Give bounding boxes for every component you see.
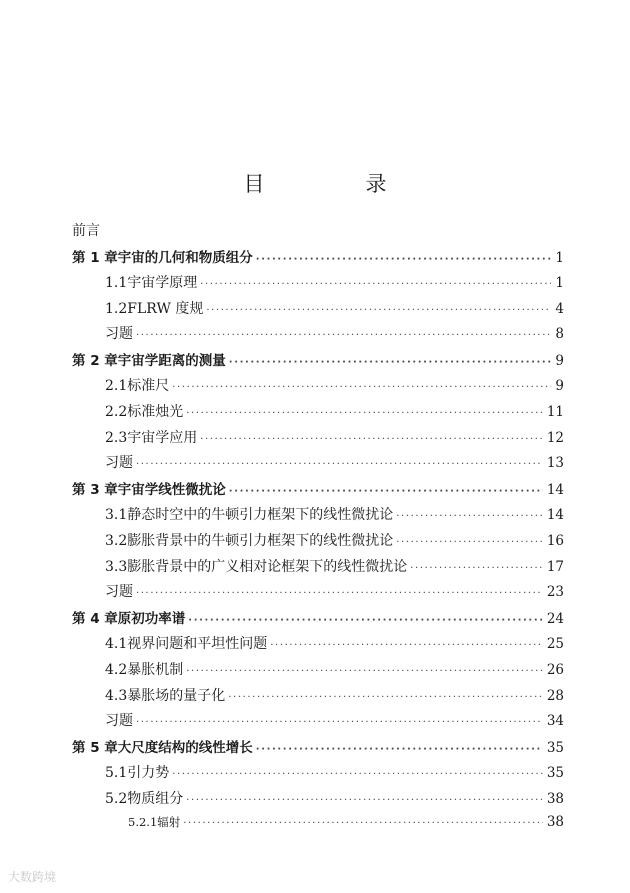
toc-section-row[interactable] [105,401,564,423]
toc-page-number: 38 [546,814,564,830]
toc-entry-number: 第 2 章 [72,353,118,369]
toc-entry-number: 第 4 章 [72,611,118,627]
dot-leader [229,486,543,497]
toc-entry-title: 辐射 [157,815,181,829]
toc-page-number: 35 [546,765,564,781]
dot-leader [410,563,543,574]
dot-leader [188,615,543,626]
page-title: 目 录 [243,172,427,196]
dot-leader [186,795,543,806]
toc-section-row[interactable] [105,530,564,552]
toc-entry-title: 大尺度结构的线性增长 [117,740,253,756]
toc-page-number: 9 [555,378,564,394]
dot-leader [270,640,543,651]
dot-leader [200,434,543,445]
toc-preface[interactable] [72,220,564,242]
toc-entry-number: 3.2 [105,533,128,549]
dot-leader [228,692,543,703]
toc-entry-title: 引力势 [127,765,170,781]
toc-entry-title: 膨胀背景中的牛顿引力框架下的线性微扰论 [127,533,394,549]
toc-preface-label: 前言 [72,223,100,239]
toc-page-number: 35 [546,740,564,756]
toc-page-number: 12 [546,430,564,446]
toc-entry-title: 视界问题和平坦性问题 [127,636,268,652]
toc-page-number: 8 [555,326,564,342]
toc-section-row[interactable] [105,788,564,810]
toc-page-number: 23 [546,584,564,600]
toc-entry-number: 2.2 [105,404,128,420]
dot-leader [229,357,552,368]
toc-entry-number: 2.3 [105,430,128,446]
toc-entry-title: 习题 [105,584,133,600]
toc-entry-title: 宇宙的几何和物质组分 [117,250,253,266]
toc-page-number: 26 [546,662,564,678]
toc-chapter-row[interactable] [72,736,564,758]
toc-chapter-row[interactable] [72,349,564,371]
toc-page-number: 24 [546,611,564,627]
toc-chapter-row[interactable] [72,246,564,268]
toc-exercise-row[interactable] [105,452,564,474]
dot-leader [172,382,551,393]
toc-page-number: 1 [555,250,564,266]
dot-leader [172,769,543,780]
toc-entry-title: FLRW 度规 [127,301,204,317]
toc-page-number: 1 [555,275,564,291]
toc-page-number: 17 [546,559,564,575]
toc-entry-number: 5.2 [105,791,128,807]
watermark: 大数跨境 [8,870,57,884]
dot-leader [186,666,543,677]
dot-leader [136,459,543,470]
toc-section-row[interactable] [105,633,564,655]
toc-exercise-row[interactable] [105,323,564,345]
toc-page-number: 34 [546,713,564,729]
toc-entry-title: 习题 [105,326,133,342]
toc-section-row[interactable] [105,659,564,681]
dot-leader [136,588,543,599]
dot-leader [136,330,551,341]
toc-entry-number: 5.2.1 [128,815,158,829]
toc-entry-title: 习题 [105,455,133,471]
toc-section-row[interactable] [105,375,564,397]
toc-entry-title: 暴胀机制 [127,662,184,678]
toc-entry-title: 宇宙学应用 [127,430,198,446]
toc-exercise-row[interactable] [105,581,564,603]
toc-entry-title: 标准烛光 [127,404,184,420]
toc-page-number: 28 [546,688,564,704]
toc-entry-title: 标准尺 [127,378,170,394]
toc-page-number: 4 [555,301,564,317]
toc-page-number: 38 [546,791,564,807]
toc-entry-number: 3.3 [105,559,128,575]
toc-entry-title: 原初功率谱 [117,611,186,627]
toc-section-row[interactable] [105,504,564,526]
toc-entry-number: 1.2 [105,301,128,317]
toc-entry-number: 3.1 [105,507,128,523]
toc-page-number: 14 [546,507,564,523]
toc-entry-title: 习题 [105,713,133,729]
dot-leader [396,537,543,548]
toc-page-number: 16 [546,533,564,549]
dot-leader [256,744,543,755]
toc-entry-title: 宇宙学线性微扰论 [117,482,226,498]
toc-entry-title: 膨胀背景中的广义相对论框架下的线性微扰论 [127,559,408,575]
toc-entry-number: 1.1 [105,275,128,291]
toc-entry-title: 宇宙学距离的测量 [117,353,226,369]
toc-entry-number: 4.3 [105,688,128,704]
toc-entry-number: 4.2 [105,662,128,678]
toc-subsection-row[interactable] [128,814,564,836]
toc-entry-number: 5.1 [105,765,128,781]
toc-entry-number: 2.1 [105,378,128,394]
toc-exercise-row[interactable] [105,710,564,732]
toc-page-number: 9 [555,353,564,369]
dot-leader [186,408,543,419]
dot-leader [256,254,552,265]
toc-page-number: 13 [546,455,564,471]
toc-entry-number: 4.1 [105,636,128,652]
toc-entry-title: 静态时空中的牛顿引力框架下的线性微扰论 [127,507,394,523]
toc-entry-number: 第 3 章 [72,482,118,498]
toc-entry-number: 第 5 章 [72,740,118,756]
dot-leader [206,305,551,316]
toc-entry-number: 第 1 章 [72,250,118,266]
dot-leader [396,511,543,522]
toc-section-row[interactable] [105,427,564,449]
toc-chapter-row[interactable] [72,478,564,500]
dot-leader [136,717,543,728]
toc-chapter-row[interactable] [72,607,564,629]
toc-section-row[interactable] [105,298,564,320]
dot-leader [200,279,551,290]
toc-page-number: 25 [546,636,564,652]
toc-entry-title: 物质组分 [127,791,184,807]
toc-page-number: 14 [546,482,564,498]
toc-section-row[interactable] [105,685,564,707]
toc-entry-title: 暴胀场的量子化 [127,688,226,704]
toc-page-number: 11 [546,404,564,420]
toc-entry-title: 宇宙学原理 [127,275,198,291]
toc-section-row[interactable] [105,556,564,578]
dot-leader [183,818,543,829]
toc-section-row[interactable] [105,272,564,294]
toc-section-row[interactable] [105,762,564,784]
